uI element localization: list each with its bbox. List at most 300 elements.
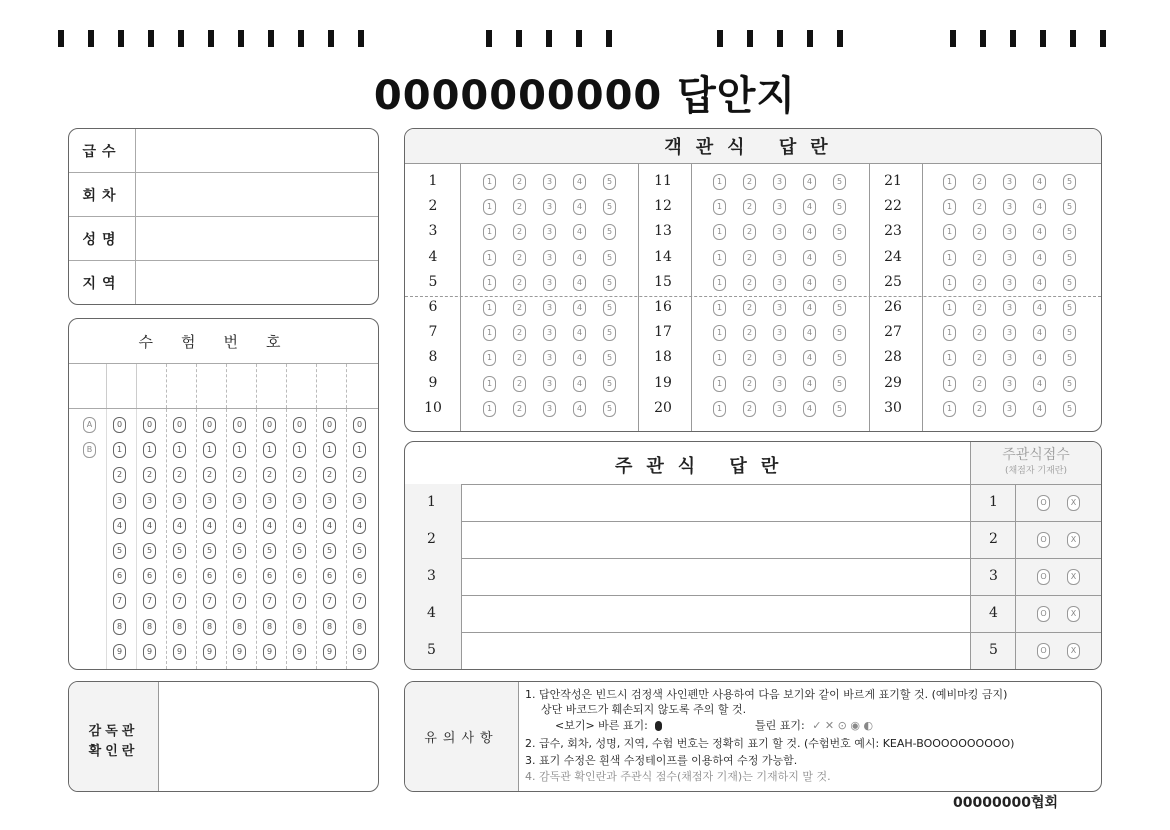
- answer-bubble[interactable]: 2: [973, 224, 986, 240]
- answer-bubble[interactable]: 2: [513, 325, 526, 341]
- answer-bubble[interactable]: 1: [713, 275, 726, 291]
- answer-bubble[interactable]: 5: [1063, 250, 1076, 266]
- answer-bubble[interactable]: 2: [513, 174, 526, 190]
- answer-bubble[interactable]: 1: [713, 300, 726, 316]
- question-number: 28: [884, 349, 902, 366]
- exam-digit-bubble[interactable]: 4: [323, 518, 336, 534]
- answer-bubble[interactable]: 4: [803, 401, 816, 417]
- question-number: 7: [428, 324, 438, 341]
- exam-digit-bubble[interactable]: 7: [143, 593, 156, 609]
- exam-digit-bubble[interactable]: 1: [173, 442, 186, 458]
- answer-bubble[interactable]: 5: [603, 325, 616, 341]
- answer-bubble[interactable]: 3: [543, 275, 556, 291]
- exam-digit-bubble[interactable]: 6: [293, 568, 306, 584]
- exam-digit-bubble[interactable]: 3: [143, 493, 156, 509]
- score-mark-bubble[interactable]: X: [1067, 495, 1080, 511]
- exam-digit-bubble[interactable]: 0: [353, 417, 366, 433]
- exam-digit-bubble[interactable]: 9: [113, 644, 126, 660]
- exam-digit-bubble[interactable]: 3: [263, 493, 276, 509]
- exam-column-divider: [136, 364, 137, 408]
- exam-digit-bubble[interactable]: 9: [323, 644, 336, 660]
- exam-digit-bubble[interactable]: 5: [233, 543, 246, 559]
- exam-digit-bubble[interactable]: 7: [113, 593, 126, 609]
- supervisor-label-line2: 확인란: [88, 744, 139, 759]
- answer-bubble[interactable]: 5: [603, 350, 616, 366]
- answer-bubble[interactable]: 3: [1003, 199, 1016, 215]
- answer-bubble[interactable]: 1: [943, 275, 956, 291]
- answer-bubble[interactable]: 2: [743, 174, 756, 190]
- round-field[interactable]: [136, 173, 378, 216]
- exam-digit-bubble[interactable]: 1: [143, 442, 156, 458]
- exam-digit-bubble[interactable]: 1: [203, 442, 216, 458]
- score-mark-bubble[interactable]: O: [1037, 643, 1050, 659]
- answer-bubble[interactable]: 4: [1033, 250, 1046, 266]
- answer-bubble[interactable]: 2: [973, 250, 986, 266]
- answer-bubble[interactable]: 5: [833, 224, 846, 240]
- answer-bubble[interactable]: 3: [543, 174, 556, 190]
- score-mark-bubble[interactable]: X: [1067, 532, 1080, 548]
- answer-bubble[interactable]: 3: [773, 275, 786, 291]
- answer-bubble[interactable]: 5: [603, 250, 616, 266]
- answer-bubble[interactable]: 4: [1033, 224, 1046, 240]
- answer-bubble[interactable]: 4: [573, 401, 586, 417]
- answer-bubble[interactable]: 4: [803, 199, 816, 215]
- answer-bubble[interactable]: 4: [573, 174, 586, 190]
- answer-bubble[interactable]: 2: [513, 275, 526, 291]
- answer-bubble[interactable]: 3: [1003, 250, 1016, 266]
- question-number: 14: [654, 248, 672, 265]
- exam-digit-bubble[interactable]: 1: [263, 442, 276, 458]
- answer-bubble[interactable]: 3: [1003, 401, 1016, 417]
- exam-digit-bubble[interactable]: 2: [293, 467, 306, 483]
- answer-bubble[interactable]: 3: [773, 224, 786, 240]
- exam-digit-bubble[interactable]: 4: [293, 518, 306, 534]
- exam-digit-bubble[interactable]: 6: [323, 568, 336, 584]
- exam-digit-bubble[interactable]: 2: [323, 467, 336, 483]
- exam-column-divider: [286, 364, 287, 408]
- answer-bubble[interactable]: 5: [833, 376, 846, 392]
- exam-digit-bubble[interactable]: 4: [233, 518, 246, 534]
- answer-bubble[interactable]: 3: [773, 174, 786, 190]
- answer-bubble[interactable]: 4: [803, 174, 816, 190]
- answer-bubble[interactable]: 3: [543, 401, 556, 417]
- exam-digit-bubble[interactable]: 6: [203, 568, 216, 584]
- exam-digit-bubble[interactable]: 2: [233, 467, 246, 483]
- exam-digit-bubble[interactable]: 6: [263, 568, 276, 584]
- exam-digit-bubble[interactable]: 3: [233, 493, 246, 509]
- exam-digit-bubble[interactable]: 1: [293, 442, 306, 458]
- answer-bubble[interactable]: 2: [743, 275, 756, 291]
- exam-digit-bubble[interactable]: 5: [353, 543, 366, 559]
- answer-bubble[interactable]: 2: [743, 401, 756, 417]
- answer-bubble[interactable]: 4: [803, 300, 816, 316]
- exam-digit-bubble[interactable]: 6: [353, 568, 366, 584]
- subjective-answer-field[interactable]: [462, 559, 970, 595]
- answer-bubble[interactable]: 1: [713, 376, 726, 392]
- answer-bubble[interactable]: 5: [1063, 350, 1076, 366]
- answer-bubble[interactable]: 4: [1033, 401, 1046, 417]
- exam-digit-bubble[interactable]: 8: [113, 619, 126, 635]
- exam-digit-bubble[interactable]: 9: [203, 644, 216, 660]
- exam-digit-bubble[interactable]: 7: [263, 593, 276, 609]
- answer-bubble[interactable]: 4: [573, 250, 586, 266]
- answer-bubble[interactable]: 5: [833, 350, 846, 366]
- answer-bubble[interactable]: 4: [573, 376, 586, 392]
- exam-digit-bubble[interactable]: 4: [353, 518, 366, 534]
- exam-digit-bubble[interactable]: 0: [233, 417, 246, 433]
- exam-column-divider: [316, 409, 317, 669]
- score-row-number: 1: [989, 494, 998, 510]
- answer-bubble[interactable]: 2: [973, 275, 986, 291]
- exam-digit-bubble[interactable]: 4: [203, 518, 216, 534]
- answer-bubble[interactable]: 1: [713, 250, 726, 266]
- objective-divider: [460, 164, 461, 432]
- answer-bubble[interactable]: 1: [713, 199, 726, 215]
- exam-digit-bubble[interactable]: 3: [293, 493, 306, 509]
- score-mark-bubble[interactable]: X: [1067, 569, 1080, 585]
- answer-bubble[interactable]: 3: [773, 300, 786, 316]
- answer-bubble[interactable]: 5: [1063, 174, 1076, 190]
- answer-bubble[interactable]: 1: [483, 401, 496, 417]
- answer-bubble[interactable]: 2: [513, 224, 526, 240]
- answer-bubble[interactable]: 1: [713, 401, 726, 417]
- answer-bubble[interactable]: 2: [743, 250, 756, 266]
- exam-digit-bubble[interactable]: 7: [353, 593, 366, 609]
- exam-digit-bubble[interactable]: 1: [353, 442, 366, 458]
- exam-digit-bubble[interactable]: 2: [263, 467, 276, 483]
- answer-bubble[interactable]: 3: [543, 250, 556, 266]
- exam-digit-bubble[interactable]: 8: [143, 619, 156, 635]
- answer-bubble[interactable]: 3: [543, 350, 556, 366]
- answer-bubble[interactable]: 5: [1063, 325, 1076, 341]
- answer-bubble[interactable]: 1: [483, 199, 496, 215]
- answer-bubble[interactable]: 1: [943, 376, 956, 392]
- answer-bubble[interactable]: 2: [513, 376, 526, 392]
- answer-bubble[interactable]: 4: [803, 376, 816, 392]
- subjective-title: 주관식 답란: [615, 456, 793, 477]
- answer-bubble[interactable]: 2: [973, 401, 986, 417]
- exam-digit-bubble[interactable]: 4: [113, 518, 126, 534]
- answer-bubble[interactable]: 4: [1033, 325, 1046, 341]
- answer-bubble[interactable]: 1: [713, 350, 726, 366]
- exam-digit-bubble[interactable]: 5: [143, 543, 156, 559]
- info-label: 회차: [69, 173, 136, 216]
- exam-digit-bubble[interactable]: 6: [173, 568, 186, 584]
- answer-bubble[interactable]: 2: [743, 224, 756, 240]
- answer-bubble[interactable]: 4: [803, 325, 816, 341]
- exam-digit-bubble[interactable]: 8: [203, 619, 216, 635]
- exam-digit-bubble[interactable]: 9: [173, 644, 186, 660]
- exam-digit-bubble[interactable]: 2: [173, 467, 186, 483]
- answer-bubble[interactable]: 3: [1003, 275, 1016, 291]
- supervisor-box: [68, 681, 379, 792]
- answer-bubble[interactable]: 4: [803, 224, 816, 240]
- question-number: 29: [884, 374, 902, 391]
- answer-bubble[interactable]: 3: [543, 224, 556, 240]
- question-number: 10: [424, 399, 442, 416]
- exam-digit-bubble[interactable]: 5: [203, 543, 216, 559]
- score-mark-bubble[interactable]: X: [1067, 643, 1080, 659]
- info-row-grade: [69, 129, 378, 173]
- supervisor-label-cell: [69, 682, 159, 791]
- notes-label-cell: [405, 682, 519, 791]
- score-mark-bubble[interactable]: O: [1037, 495, 1050, 511]
- answer-bubble[interactable]: 5: [603, 300, 616, 316]
- answer-bubble[interactable]: 4: [573, 300, 586, 316]
- exam-digit-bubble[interactable]: 9: [293, 644, 306, 660]
- answer-bubble[interactable]: 5: [833, 325, 846, 341]
- exam-digit-bubble[interactable]: 9: [353, 644, 366, 660]
- answer-bubble[interactable]: 1: [713, 174, 726, 190]
- subjective-answer-field[interactable]: [462, 633, 970, 669]
- exam-digit-bubble[interactable]: 5: [113, 543, 126, 559]
- answer-bubble[interactable]: 4: [803, 350, 816, 366]
- answer-bubble[interactable]: 1: [943, 224, 956, 240]
- answer-bubble[interactable]: 4: [573, 325, 586, 341]
- answer-bubble[interactable]: 4: [803, 250, 816, 266]
- exam-digit-bubble[interactable]: 8: [233, 619, 246, 635]
- exam-digit-bubble[interactable]: 3: [113, 493, 126, 509]
- exam-digit-bubble[interactable]: 3: [173, 493, 186, 509]
- region-field[interactable]: [136, 261, 378, 304]
- answer-bubble[interactable]: 5: [1063, 376, 1076, 392]
- subjective-answer-field[interactable]: [462, 522, 970, 558]
- answer-bubble[interactable]: 3: [773, 325, 786, 341]
- exam-digit-bubble[interactable]: 2: [113, 467, 126, 483]
- exam-digit-bubble[interactable]: 8: [293, 619, 306, 635]
- exam-column-divider: [346, 364, 347, 408]
- answer-bubble[interactable]: 2: [513, 250, 526, 266]
- exam-digit-bubble[interactable]: 1: [113, 442, 126, 458]
- answer-bubble[interactable]: 1: [483, 275, 496, 291]
- answer-bubble[interactable]: 3: [1003, 224, 1016, 240]
- exam-digit-bubble[interactable]: 1: [233, 442, 246, 458]
- answer-bubble[interactable]: 3: [1003, 376, 1016, 392]
- info-label: 성명: [69, 217, 136, 260]
- filled-bubble-icon: [655, 721, 662, 731]
- exam-digit-bubble[interactable]: 2: [203, 467, 216, 483]
- score-mark-bubble[interactable]: O: [1037, 532, 1050, 548]
- answer-bubble[interactable]: 4: [1033, 174, 1046, 190]
- exam-digit-bubble[interactable]: 6: [143, 568, 156, 584]
- exam-digit-bubble[interactable]: 8: [173, 619, 186, 635]
- subjective-answer-field[interactable]: [462, 485, 970, 521]
- exam-letter-bubble[interactable]: A: [83, 417, 96, 433]
- answer-bubble[interactable]: 4: [1033, 376, 1046, 392]
- exam-digit-bubble[interactable]: 5: [293, 543, 306, 559]
- answer-bubble[interactable]: 5: [603, 275, 616, 291]
- answer-bubble[interactable]: 1: [943, 300, 956, 316]
- exam-digit-bubble[interactable]: 3: [203, 493, 216, 509]
- answer-bubble[interactable]: 4: [573, 350, 586, 366]
- exam-letter-bubble[interactable]: B: [83, 442, 96, 458]
- answer-bubble[interactable]: 3: [543, 300, 556, 316]
- exam-digit-bubble[interactable]: 7: [173, 593, 186, 609]
- answer-bubble[interactable]: 5: [833, 300, 846, 316]
- exam-digit-bubble[interactable]: 0: [173, 417, 186, 433]
- exam-column-divider: [136, 409, 137, 669]
- answer-bubble[interactable]: 5: [833, 250, 846, 266]
- answer-bubble[interactable]: 2: [743, 350, 756, 366]
- exam-digit-bubble[interactable]: 5: [263, 543, 276, 559]
- score-subtitle: (채점자 기재란): [1004, 466, 1068, 476]
- answer-bubble[interactable]: 5: [1063, 401, 1076, 417]
- exam-digit-bubble[interactable]: 0: [143, 417, 156, 433]
- exam-digit-bubble[interactable]: 5: [173, 543, 186, 559]
- answer-bubble[interactable]: 5: [1063, 199, 1076, 215]
- exam-digit-bubble[interactable]: 5: [323, 543, 336, 559]
- answer-bubble[interactable]: 1: [943, 325, 956, 341]
- answer-bubble[interactable]: 1: [943, 401, 956, 417]
- answer-bubble[interactable]: 2: [973, 199, 986, 215]
- timing-marks-group-1: [58, 30, 388, 49]
- answer-bubble[interactable]: 4: [1033, 199, 1046, 215]
- answer-bubble[interactable]: 3: [773, 199, 786, 215]
- exam-digit-bubble[interactable]: 0: [263, 417, 276, 433]
- answer-bubble[interactable]: 4: [1033, 275, 1046, 291]
- exam-column-divider: [106, 364, 107, 408]
- exam-number-write-row[interactable]: [69, 364, 378, 409]
- answer-bubble[interactable]: 1: [713, 224, 726, 240]
- subjective-answer-field[interactable]: [462, 596, 970, 632]
- answer-bubble[interactable]: 2: [743, 300, 756, 316]
- exam-digit-bubble[interactable]: 3: [353, 493, 366, 509]
- grade-field[interactable]: [136, 129, 378, 172]
- question-number: 30: [884, 399, 902, 416]
- exam-digit-bubble[interactable]: 2: [353, 467, 366, 483]
- answer-bubble[interactable]: 1: [483, 250, 496, 266]
- answer-bubble[interactable]: 3: [543, 376, 556, 392]
- exam-column-divider: [256, 409, 257, 669]
- exam-digit-bubble[interactable]: 7: [203, 593, 216, 609]
- exam-digit-bubble[interactable]: 6: [113, 568, 126, 584]
- exam-digit-bubble[interactable]: 9: [143, 644, 156, 660]
- answer-bubble[interactable]: 4: [573, 224, 586, 240]
- subjective-row-number: 2: [427, 531, 436, 547]
- exam-digit-bubble[interactable]: 9: [233, 644, 246, 660]
- supervisor-sign-field[interactable]: [159, 682, 378, 791]
- answer-bubble[interactable]: 5: [603, 401, 616, 417]
- exam-digit-bubble[interactable]: 4: [173, 518, 186, 534]
- answer-bubble[interactable]: 5: [1063, 275, 1076, 291]
- answer-bubble[interactable]: 5: [1063, 300, 1076, 316]
- question-number: 1: [428, 173, 438, 189]
- exam-digit-bubble[interactable]: 0: [293, 417, 306, 433]
- answer-bubble[interactable]: 3: [773, 350, 786, 366]
- answer-bubble[interactable]: 5: [603, 199, 616, 215]
- answer-bubble[interactable]: 3: [1003, 325, 1016, 341]
- answer-bubble[interactable]: 1: [943, 199, 956, 215]
- question-number: 2: [428, 198, 438, 215]
- exam-digit-bubble[interactable]: 0: [203, 417, 216, 433]
- note-example-wrong-label: 틀린 표기:: [755, 719, 805, 732]
- answer-bubble[interactable]: 1: [943, 350, 956, 366]
- exam-digit-bubble[interactable]: 9: [263, 644, 276, 660]
- objective-row-separator: [405, 296, 1101, 297]
- exam-digit-bubble[interactable]: 4: [263, 518, 276, 534]
- answer-bubble[interactable]: 2: [513, 350, 526, 366]
- notes-title: 유의사항: [424, 731, 499, 746]
- exam-digit-bubble[interactable]: 7: [323, 593, 336, 609]
- answer-bubble[interactable]: 1: [483, 224, 496, 240]
- answer-bubble[interactable]: 2: [973, 174, 986, 190]
- answer-bubble[interactable]: 3: [543, 325, 556, 341]
- answer-bubble[interactable]: 3: [543, 199, 556, 215]
- exam-digit-bubble[interactable]: 1: [323, 442, 336, 458]
- answer-bubble[interactable]: 1: [483, 300, 496, 316]
- exam-digit-bubble[interactable]: 3: [323, 493, 336, 509]
- answer-bubble[interactable]: 4: [573, 199, 586, 215]
- answer-bubble[interactable]: 2: [743, 325, 756, 341]
- exam-column-divider: [286, 409, 287, 669]
- answer-bubble[interactable]: 2: [513, 199, 526, 215]
- exam-digit-bubble[interactable]: 7: [293, 593, 306, 609]
- answer-bubble[interactable]: 3: [1003, 350, 1016, 366]
- answer-bubble[interactable]: 1: [713, 325, 726, 341]
- answer-bubble[interactable]: 3: [773, 250, 786, 266]
- answer-bubble[interactable]: 2: [973, 376, 986, 392]
- exam-digit-bubble[interactable]: 4: [143, 518, 156, 534]
- answer-bubble[interactable]: 4: [1033, 350, 1046, 366]
- answer-bubble[interactable]: 2: [973, 350, 986, 366]
- answer-bubble[interactable]: 2: [743, 199, 756, 215]
- answer-bubble[interactable]: 3: [773, 376, 786, 392]
- score-row-number: 4: [989, 605, 998, 621]
- score-mark-bubble[interactable]: X: [1067, 606, 1080, 622]
- answer-bubble[interactable]: 3: [1003, 300, 1016, 316]
- answer-bubble[interactable]: 2: [743, 376, 756, 392]
- exam-digit-bubble[interactable]: 2: [143, 467, 156, 483]
- answer-bubble[interactable]: 4: [573, 275, 586, 291]
- note-example-correct-label: <보기> 바른 표기:: [555, 719, 648, 732]
- exam-digit-bubble[interactable]: 8: [323, 619, 336, 635]
- answer-bubble[interactable]: 4: [1033, 300, 1046, 316]
- score-mark-bubble[interactable]: O: [1037, 569, 1050, 585]
- answer-bubble[interactable]: 1: [483, 325, 496, 341]
- answer-bubble[interactable]: 4: [803, 275, 816, 291]
- answer-bubble[interactable]: 2: [513, 300, 526, 316]
- exam-digit-bubble[interactable]: 0: [113, 417, 126, 433]
- answer-bubble[interactable]: 5: [603, 376, 616, 392]
- answer-bubble[interactable]: 1: [483, 174, 496, 190]
- name-field[interactable]: [136, 217, 378, 260]
- answer-bubble[interactable]: 5: [833, 174, 846, 190]
- answer-bubble[interactable]: 5: [603, 174, 616, 190]
- exam-digit-bubble[interactable]: 0: [323, 417, 336, 433]
- answer-bubble[interactable]: 2: [513, 401, 526, 417]
- answer-bubble[interactable]: 1: [483, 350, 496, 366]
- answer-bubble[interactable]: 2: [973, 300, 986, 316]
- answer-bubble[interactable]: 3: [773, 401, 786, 417]
- answer-bubble[interactable]: 5: [833, 401, 846, 417]
- exam-digit-bubble[interactable]: 7: [233, 593, 246, 609]
- answer-bubble[interactable]: 5: [603, 224, 616, 240]
- exam-digit-bubble[interactable]: 6: [233, 568, 246, 584]
- exam-digit-bubble[interactable]: 8: [353, 619, 366, 635]
- question-number: 27: [884, 324, 902, 341]
- answer-bubble[interactable]: 1: [483, 376, 496, 392]
- answer-bubble[interactable]: 5: [833, 199, 846, 215]
- answer-bubble[interactable]: 1: [943, 250, 956, 266]
- answer-bubble[interactable]: 5: [1063, 224, 1076, 240]
- answer-bubble[interactable]: 2: [973, 325, 986, 341]
- score-mark-bubble[interactable]: O: [1037, 606, 1050, 622]
- answer-bubble[interactable]: 3: [1003, 174, 1016, 190]
- objective-divider: [869, 164, 870, 432]
- exam-digit-bubble[interactable]: 8: [263, 619, 276, 635]
- answer-bubble[interactable]: 5: [833, 275, 846, 291]
- answer-bubble[interactable]: 1: [943, 174, 956, 190]
